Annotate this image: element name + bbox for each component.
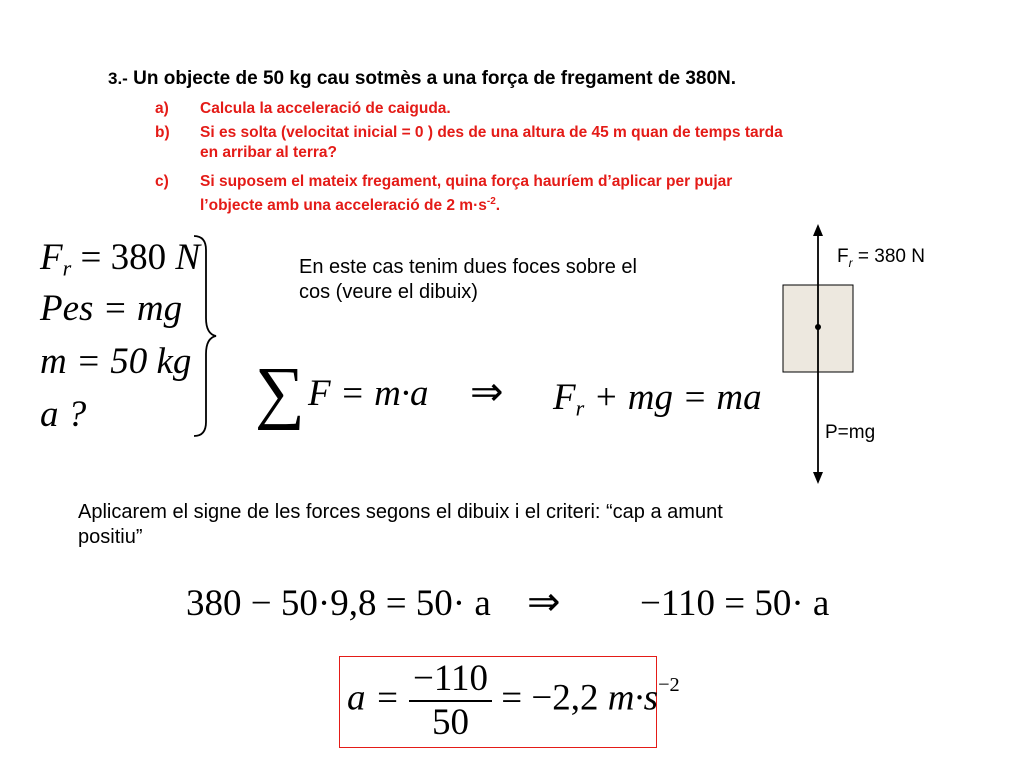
result-unit: m·s	[607, 677, 659, 719]
item-c-line2	[200, 192, 500, 216]
pes-text: Pes = mg	[40, 288, 183, 329]
item-b-line1: Si es solta (velocitat inicial = 0 ) des de una altura de 45 m quan de temps tarda	[200, 124, 783, 141]
item-b-label: b)	[155, 124, 170, 141]
fr-eq-rest: + mg = ma	[593, 377, 762, 418]
accel-text: a ?	[40, 394, 87, 435]
explanation	[299, 255, 759, 305]
arrow-down-icon	[813, 472, 823, 484]
result-denominator: 50	[431, 702, 469, 743]
sum-equation-text: F = m·a	[308, 373, 429, 414]
fr-equation	[553, 376, 762, 422]
calc-expression-2: −110 = 50· a	[640, 583, 830, 624]
result-equation	[347, 660, 680, 742]
fr-label-main: F	[837, 246, 849, 267]
implies-arrow-2: ⇒	[527, 579, 561, 624]
item-c-line1: Si suposem el mateix fregament, quina força hauríem d’aplicar per pujar	[200, 173, 733, 190]
criteria	[78, 500, 978, 550]
item-a-text: Calcula la acceleració de caiguda.	[200, 100, 451, 117]
eq-mass	[40, 340, 191, 383]
problem-title-text: Un objecte de 50 kg cau sotmès a una força de fregament de 380N.	[133, 68, 737, 89]
item-c-tail: .	[495, 197, 501, 215]
criteria-line2: positiu”	[78, 526, 143, 548]
center-of-mass-dot	[815, 324, 821, 330]
item-c-line2-text: l’objecte amb una acceleració de 2 m·s	[200, 197, 487, 215]
item-b	[155, 123, 975, 163]
calc-expression-1: 380 − 50·9,8 = 50· a	[186, 583, 491, 624]
p-label: P=mg	[825, 422, 876, 443]
eq-pes	[40, 287, 182, 330]
item-c-exponent: -2	[486, 196, 496, 207]
fr-eq-symbol: F	[553, 377, 576, 418]
criteria-line1: Aplicarem el signe de les forces segons el dibuix i el criteri: “cap a amunt	[78, 501, 723, 523]
item-a-label: a)	[155, 100, 169, 117]
result-numerator: −110	[412, 658, 488, 699]
sum-equation	[308, 372, 429, 415]
fr-eq-subscript: r	[575, 395, 585, 421]
result-value: = −2,2	[501, 677, 599, 719]
fr-label-tail: = 380 N	[852, 246, 925, 267]
item-b-line2: en arribar al terra?	[200, 144, 337, 161]
fr-label-sub: r	[848, 255, 853, 270]
explanation-line1: En este cas tenim dues foces sobre el	[299, 256, 637, 278]
sum-symbol: ∑	[255, 354, 305, 431]
right-brace	[190, 234, 220, 440]
fr-value: = 380	[80, 237, 167, 278]
result-exponent: −2	[658, 674, 680, 697]
explanation-line2: cos (veure el dibuix)	[299, 281, 478, 303]
item-c	[155, 172, 975, 215]
result-fraction	[409, 660, 492, 742]
fr-label	[837, 246, 925, 270]
fr-subscript: r	[62, 255, 72, 281]
eq-fr	[40, 236, 200, 282]
implies-arrow-1: ⇒	[470, 369, 504, 414]
mass-text: m = 50 kg	[40, 341, 192, 382]
problem-title	[108, 68, 736, 90]
arrow-up-icon	[813, 224, 823, 236]
problem-number: 3.-	[108, 69, 128, 88]
item-a	[155, 99, 975, 119]
fr-symbol: F	[40, 237, 63, 278]
eq-accel	[40, 393, 86, 436]
fr-unit: N	[175, 237, 201, 278]
result-a: a =	[347, 677, 400, 719]
item-c-label: c)	[155, 173, 169, 190]
